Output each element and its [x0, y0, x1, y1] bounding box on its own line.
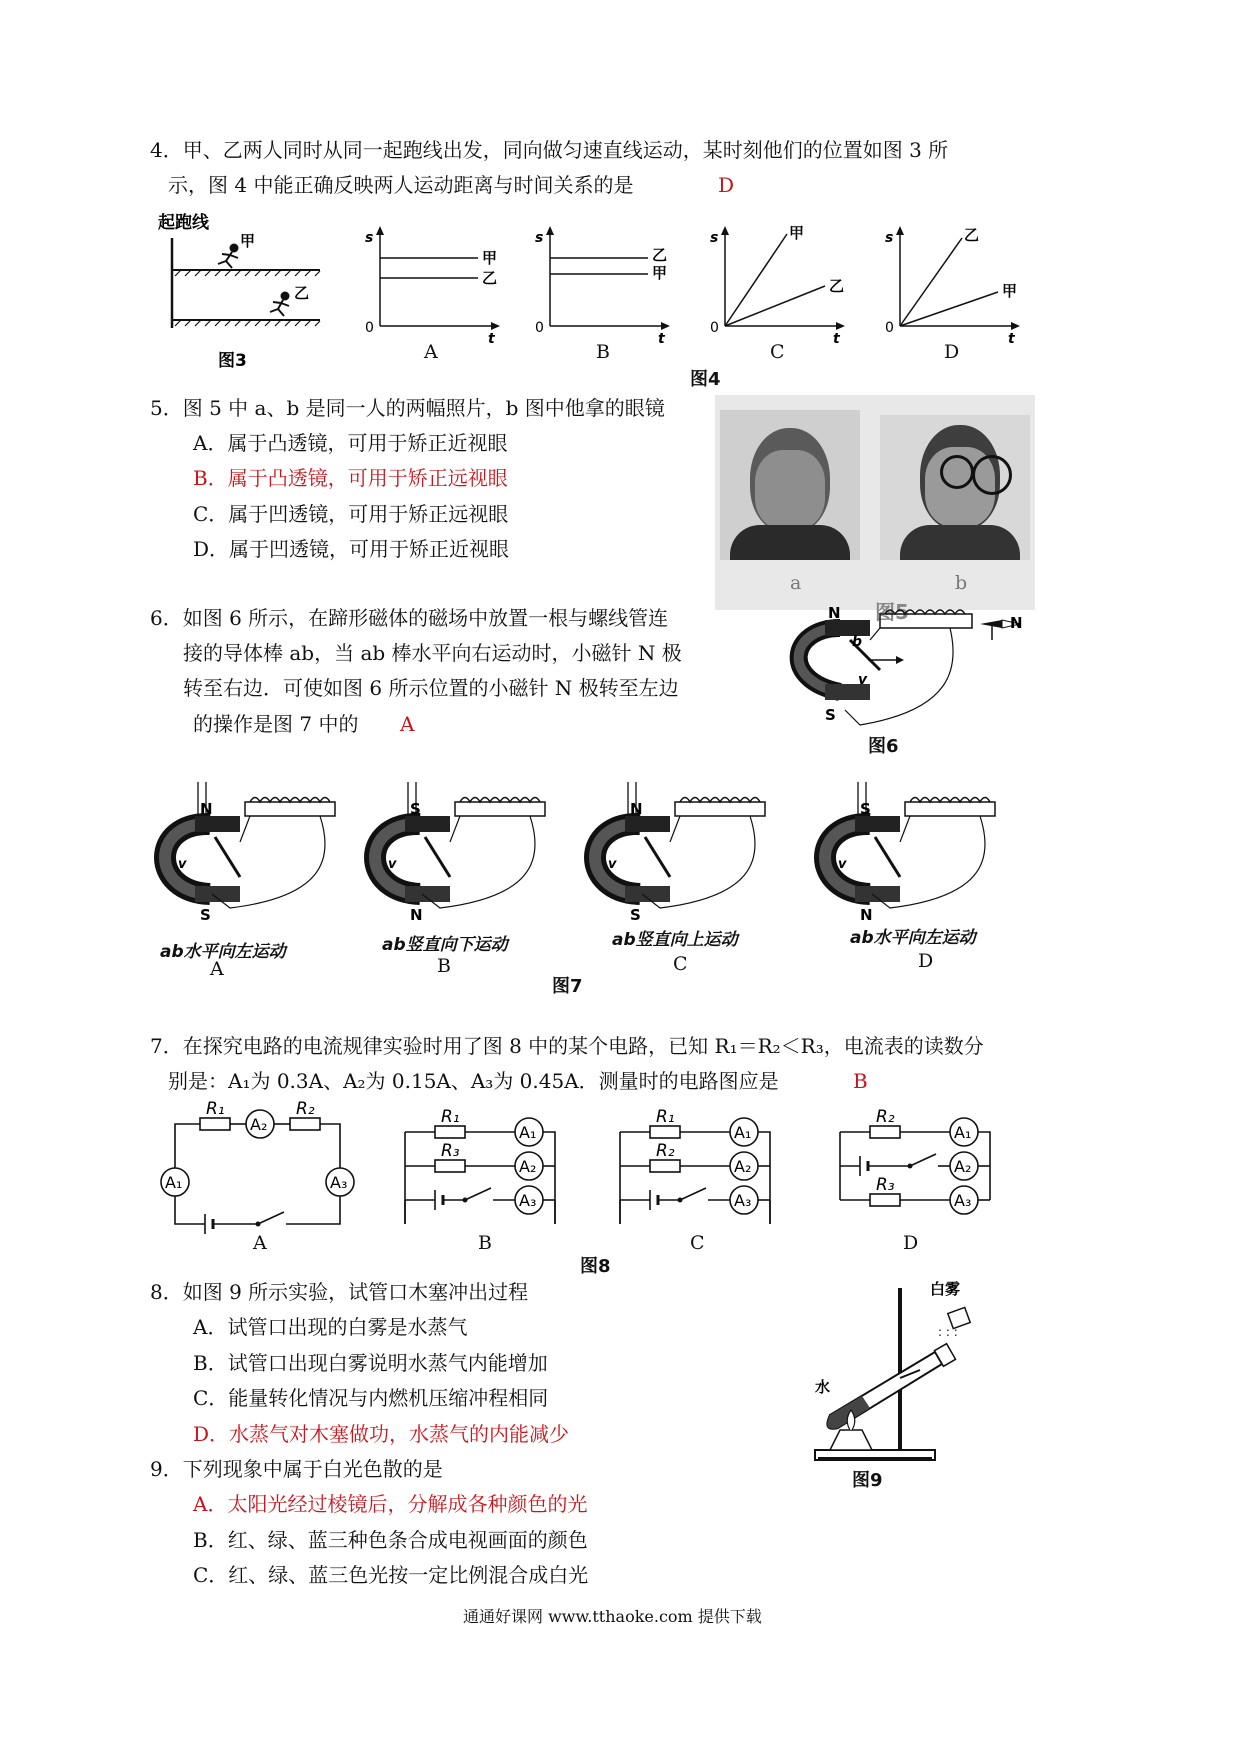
resistor-r1-label: R₁ [441, 1107, 460, 1127]
q7-answer: B [853, 1069, 868, 1093]
fig7-velocity: v [388, 857, 397, 872]
ammeter-a2-label: A₂ [250, 1115, 268, 1134]
q6-line2: 接的导体棒 ab，当 ab 棒水平向右运动时，小磁针 N 极 [183, 641, 682, 665]
fig4-label-a: A [424, 341, 438, 363]
fig4-label-b: B [596, 341, 610, 363]
fig8-label-b: B [478, 1232, 492, 1254]
resistor-r1 [870, 1126, 900, 1138]
fig7-velocity: v [838, 857, 847, 872]
svg-text:甲: 甲 [482, 249, 498, 267]
svg-text:0: 0 [885, 320, 894, 336]
fig4-graph-c [705, 226, 855, 356]
svg-text:s: s [365, 230, 374, 246]
resistor-r2-label: R₃ [441, 1141, 460, 1161]
q6-answer: A [400, 712, 415, 736]
q5-stem: 5．图 5 中 a、b 是同一人的两幅照片，b 图中他拿的眼镜 [150, 396, 665, 420]
svg-text:白雾: 白雾 [930, 1280, 961, 1298]
resistor-r2 [650, 1160, 680, 1172]
fig7-pole-top: N [630, 800, 643, 818]
ammeter-a2-label: A₂ [519, 1157, 537, 1176]
fig5-caption: 图5 [875, 600, 909, 624]
svg-text:乙: 乙 [652, 246, 668, 264]
svg-text:甲: 甲 [1002, 282, 1018, 300]
fig4-graph-a [360, 226, 510, 356]
q5-option-b: B．属于凸透镜，可用于矫正远视眼 [193, 466, 508, 490]
figure-9 [800, 1280, 1000, 1480]
ammeter-a1-label: A₁ [734, 1123, 752, 1142]
q6-line3: 转至右边．可使如图 6 所示位置的小磁针 N 极转至左边 [183, 676, 679, 700]
svg-text:b: b [852, 634, 863, 650]
fig7-desc-d: ab水平向左运动 [850, 928, 976, 948]
svg-text:t: t [658, 331, 665, 347]
q9-option-b: B．红、绿、蓝三种色条合成电视画面的颜色 [193, 1528, 588, 1552]
page-footer: 通通好课网 www.tthaoke.com 提供下载 [463, 1607, 762, 1626]
q4-line2: 示，图 4 中能正确反映两人运动距离与时间关系的是 [168, 173, 634, 197]
fig7-label-d: D [918, 950, 934, 972]
circuit-b [405, 1107, 555, 1224]
fig7-velocity: v [608, 857, 617, 872]
q5-option-c: C．属于凹透镜，可用于矫正远视眼 [193, 502, 509, 526]
fig4-graph-d [880, 226, 1030, 356]
q7-line2: 别是：A₁为 0.3A、A₂为 0.15A、A₃为 0.45A．测量时的电路图应是 [168, 1069, 779, 1093]
resistor-r1 [435, 1126, 465, 1138]
fig4-caption: 图4 [690, 369, 721, 390]
fig7-desc-c: ab竖直向上运动 [612, 930, 738, 950]
q6-line4: 的操作是图 7 中的 [193, 712, 359, 736]
svg-text:0: 0 [365, 320, 374, 336]
svg-text:乙: 乙 [964, 226, 980, 244]
fig3-yi: 乙 [294, 284, 310, 302]
q8-option-d: D．水蒸气对木塞做功，水蒸气的内能减少 [193, 1422, 570, 1446]
runner-jia-icon [218, 245, 238, 269]
svg-text:t: t [488, 331, 495, 347]
q8-stem: 8．如图 9 所示实验，试管口木塞冲出过程 [150, 1280, 529, 1304]
svg-text:v: v [858, 672, 868, 688]
fig7-panel-b [375, 782, 545, 924]
q9-stem: 9．下列现象中属于白光色散的是 [150, 1457, 443, 1481]
fig4-label-d: D [944, 341, 960, 363]
fig7-pole-top: N [200, 800, 213, 818]
fig3-start-label: 起跑线 [158, 213, 209, 233]
q5-option-a: A．属于凸透镜，可用于矫正近视眼 [193, 431, 508, 455]
fig6-caption: 图6 [868, 736, 899, 757]
svg-text:N: N [1010, 614, 1023, 632]
fig4-graph-b [530, 226, 680, 356]
q8-option-c: C．能量转化情况与内燃机压缩冲程相同 [193, 1386, 549, 1410]
svg-text:甲: 甲 [789, 224, 805, 242]
fig8-label-c: C [690, 1232, 705, 1254]
photo-b [880, 415, 1030, 560]
q6-line1: 6．如图 6 所示，在蹄形磁体的磁场中放置一根与螺线管连 [150, 606, 669, 630]
svg-text:: : :: : : : [938, 1325, 958, 1339]
resistor-r3-label: R₃ [876, 1175, 895, 1195]
figure-6 [770, 604, 1050, 750]
fig7-pole-bottom: S [200, 906, 211, 924]
fig7-pole-top: S [410, 800, 421, 818]
svg-text:s: s [885, 230, 894, 246]
ammeter-a2-label: A₂ [954, 1157, 972, 1176]
ammeter-a1-label: A₁ [519, 1123, 537, 1142]
fig7-panel-c [595, 782, 765, 924]
circuit-c [620, 1107, 770, 1224]
fig4-label-c: C [770, 341, 785, 363]
svg-text:水: 水 [815, 1378, 831, 1396]
fig8-caption: 图8 [580, 1256, 611, 1277]
ammeter-a3-label: A₃ [519, 1191, 537, 1210]
circuit-d [840, 1107, 990, 1214]
fig7-desc-a: ab水平向左运动 [160, 942, 286, 962]
ammeter-a3-label: A₃ [954, 1191, 972, 1210]
q7-line1: 7．在探究电路的电流规律实验时用了图 8 中的某个电路，已知 R₁＝R₂＜R₃，电流表的读数分 [150, 1034, 984, 1058]
svg-text:s: s [535, 230, 544, 246]
q8-option-b: B．试管口出现白雾说明水蒸气内能增加 [193, 1351, 548, 1375]
resistor-r2 [435, 1160, 465, 1172]
resistor-r1-label: R₂ [876, 1107, 895, 1127]
ammeter-a3-label: A₃ [330, 1173, 348, 1192]
fig7-label-b: B [437, 955, 451, 977]
resistor-r2 [290, 1118, 320, 1130]
resistor-r2-label: R₂ [656, 1141, 675, 1161]
fig5-label-a: a [790, 572, 802, 594]
svg-text:t: t [833, 331, 840, 347]
resistor-r1 [650, 1126, 680, 1138]
fig8-label-d: D [903, 1232, 919, 1254]
circuit-a [161, 1099, 354, 1234]
svg-text:N: N [828, 604, 841, 622]
svg-text:0: 0 [710, 320, 719, 336]
resistor-r1-label: R₁ [206, 1099, 225, 1119]
svg-text:0: 0 [535, 320, 544, 336]
svg-text:甲: 甲 [652, 264, 668, 282]
resistor-r3 [870, 1194, 900, 1206]
resistor-r2-label: R₂ [296, 1099, 315, 1119]
fig7-panel-a [165, 782, 335, 924]
photo-a [720, 410, 860, 560]
fig7-velocity: v [178, 857, 187, 872]
ammeter-a3-label: A₃ [734, 1191, 752, 1210]
fig7-desc-b: ab竖直向下运动 [382, 935, 508, 955]
q8-option-a: A．试管口出现的白雾是水蒸气 [193, 1315, 468, 1339]
fig7-pole-bottom: N [860, 906, 873, 924]
ammeter-a2-label: A₂ [734, 1157, 752, 1176]
fig7-pole-top: S [860, 800, 871, 818]
resistor-r1-label: R₁ [656, 1107, 675, 1127]
q9-option-a: A．太阳光经过棱镜后，分解成各种颜色的光 [193, 1492, 588, 1516]
fig7-pole-bottom: S [630, 906, 641, 924]
svg-text:t: t [1008, 331, 1015, 347]
fig7-label-c: C [673, 953, 688, 975]
svg-text:S: S [825, 706, 836, 724]
fig9-caption: 图9 [852, 1470, 883, 1491]
ammeter-a1-label: A₁ [954, 1123, 972, 1142]
fig3-caption: 图3 [218, 351, 247, 371]
svg-text:乙: 乙 [829, 277, 845, 295]
q5-option-d: D．属于凹透镜，可用于矫正近视眼 [193, 537, 510, 561]
q4-answer: D [718, 173, 735, 197]
resistor-r1 [200, 1118, 230, 1130]
fig7-panel-d [825, 782, 995, 924]
fig5-label-b: b [955, 572, 968, 594]
svg-text:乙: 乙 [482, 269, 498, 287]
eyeglass-icon [940, 455, 974, 489]
svg-text:s: s [710, 230, 719, 246]
fig3-jia: 甲 [240, 232, 256, 250]
ammeter-a1-label: A₁ [165, 1173, 183, 1192]
q4-line1: 4．甲、乙两人同时从同一起跑线出发，同向做匀速直线运动，某时刻他们的位置如图 3 所 [150, 138, 949, 162]
q9-option-c: C．红、绿、蓝三色光按一定比例混合成白光 [193, 1563, 589, 1587]
fig7-pole-bottom: N [410, 906, 423, 924]
fig7-caption: 图7 [552, 976, 583, 997]
fig7-label-a: A [210, 958, 224, 980]
runner-yi-icon [270, 293, 289, 317]
fig8-label-a: A [253, 1232, 267, 1254]
